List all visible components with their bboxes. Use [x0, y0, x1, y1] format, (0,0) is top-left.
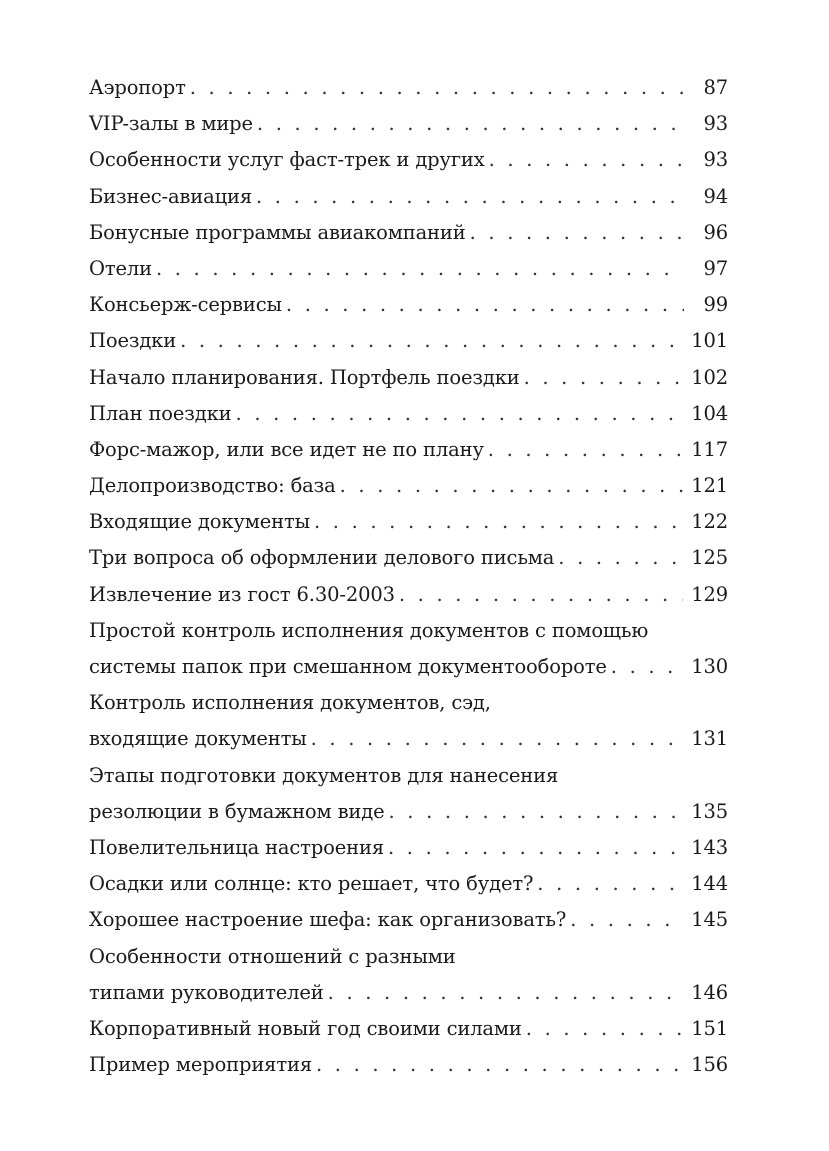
toc-entry-page-number: 101 — [691, 329, 728, 353]
toc-entry-page-number: 125 — [691, 546, 728, 570]
toc-entry-final-line — [89, 323, 728, 359]
toc-entry[interactable] — [89, 830, 728, 866]
toc-entry-page-number: 122 — [691, 510, 728, 534]
toc-entry[interactable] — [89, 251, 728, 287]
toc-entry-final-line — [89, 504, 728, 540]
toc-entry-title: Консьерж-сервисы — [89, 293, 282, 317]
dot-leader — [236, 396, 684, 432]
toc-entry-page-number: 93 — [703, 148, 728, 172]
toc-entry[interactable] — [89, 504, 728, 540]
toc-entry-page-number: 130 — [691, 655, 728, 678]
toc-entry-page-number: 145 — [691, 908, 728, 932]
toc-entry[interactable] — [89, 1011, 728, 1047]
toc-entry[interactable] — [89, 577, 728, 613]
dot-leader — [570, 902, 683, 938]
toc-entry[interactable] — [89, 142, 728, 178]
toc-entry-final-line — [89, 142, 728, 178]
toc-entry-title-line: Простой контроль исполнения документов с помощью — [89, 618, 649, 642]
dot-leader — [328, 975, 684, 1011]
table-of-contents — [89, 70, 728, 1083]
toc-entry-title: Начало планирования. Портфель поездки — [89, 365, 520, 389]
toc-entry-title: Три вопроса об оформлении делового письма — [89, 546, 555, 570]
toc-entry-final-line — [89, 794, 728, 830]
toc-entry-title: Хорошее настроение шефа: как организовать? — [89, 908, 567, 932]
toc-entry[interactable] — [89, 468, 728, 504]
dot-leader — [489, 142, 684, 178]
toc-entry-page-number: 104 — [691, 401, 728, 425]
toc-entry-title: Повелительница настроения — [89, 835, 384, 859]
toc-entry-final-line — [89, 432, 728, 468]
toc-entry-page-number: 131 — [691, 727, 728, 751]
toc-entry[interactable] — [89, 866, 728, 902]
dot-leader — [190, 70, 684, 106]
toc-entry-title: VIP-залы в мире — [89, 112, 253, 136]
dot-leader — [340, 468, 684, 504]
toc-entry-page-number: 87 — [703, 76, 728, 99]
toc-entry-title: типами руководителей — [89, 980, 324, 1004]
toc-entry[interactable] — [89, 613, 728, 685]
toc-entry-final-line — [89, 975, 728, 1011]
toc-entry-final-line — [89, 215, 728, 251]
toc-entry-title: Бонусные программы авиакомпаний — [89, 220, 466, 244]
dot-leader — [537, 866, 683, 902]
toc-entry-page-number: 151 — [691, 1016, 728, 1040]
toc-entry-title: Отели — [89, 256, 152, 280]
toc-entry-title: входящие документы — [89, 727, 307, 751]
toc-entry-final-line — [89, 649, 728, 685]
toc-entry-page-number: 99 — [703, 293, 728, 317]
toc-entry-page-number: 121 — [691, 474, 728, 498]
toc-entry[interactable] — [89, 179, 728, 215]
toc-entry-title: Поездки — [89, 329, 177, 353]
toc-entry[interactable] — [89, 902, 728, 938]
toc-entry-final-line — [89, 179, 728, 215]
toc-entry-page-number: 135 — [691, 799, 728, 823]
dot-leader — [399, 577, 683, 613]
toc-entry-final-line — [89, 287, 728, 323]
toc-entry-title: Делопроизводство: база — [89, 474, 336, 498]
toc-entry-title: Аэропорт — [89, 76, 186, 99]
toc-entry-title: Осадки или солнце: кто решает, что будет? — [89, 872, 534, 896]
toc-entry-final-line — [89, 106, 728, 142]
toc-entry[interactable] — [89, 106, 728, 142]
dot-leader — [286, 287, 684, 323]
toc-entry-title-line: Этапы подготовки документов для нанесения — [89, 763, 559, 787]
dot-leader — [256, 179, 684, 215]
toc-entry-title: План поездки — [89, 401, 232, 425]
toc-entry[interactable] — [89, 360, 728, 396]
dot-leader — [314, 504, 683, 540]
dot-leader — [558, 540, 683, 576]
toc-entry[interactable] — [89, 758, 728, 830]
toc-entry-page-number: 144 — [691, 872, 728, 896]
toc-entry-final-line — [89, 1047, 728, 1083]
dot-leader — [257, 106, 684, 142]
toc-entry-page-number: 96 — [703, 220, 728, 244]
toc-entry-title-line: Контроль исполнения документов, сэд, — [89, 691, 491, 715]
toc-entry[interactable] — [89, 215, 728, 251]
dot-leader — [470, 215, 684, 251]
dot-leader — [526, 1011, 683, 1047]
toc-entry-page-number: 129 — [691, 582, 728, 606]
toc-entry-title: Бизнес-авиация — [89, 184, 252, 208]
toc-entry-title: Форс-мажор, или все идет не по плану — [89, 437, 484, 461]
toc-entry-title-line: Особенности отношений с разными — [89, 944, 456, 968]
toc-entry[interactable] — [89, 685, 728, 757]
toc-entry-title: Особенности услуг фаст-трек и других — [89, 148, 485, 172]
toc-entry-title: Извлечение из гост 6.30-2003 — [89, 582, 395, 606]
toc-entry-final-line — [89, 1011, 728, 1047]
toc-entry[interactable] — [89, 939, 728, 1011]
toc-entry-final-line — [89, 540, 728, 576]
dot-leader — [156, 251, 684, 287]
toc-entry-page-number: 102 — [691, 365, 728, 389]
toc-entry-title: резолюции в бумажном виде — [89, 799, 385, 823]
dot-leader — [524, 360, 684, 396]
toc-entry-title: Входящие документы — [89, 510, 310, 534]
toc-entry[interactable] — [89, 323, 728, 359]
toc-entry-title: системы папок при смешанном документообороте — [89, 655, 607, 678]
toc-entry-page-number: 156 — [691, 1053, 728, 1077]
dot-leader — [180, 323, 683, 359]
dot-leader — [389, 794, 684, 830]
toc-entry-final-line — [89, 70, 728, 106]
toc-entry[interactable] — [89, 396, 728, 432]
toc-entry[interactable] — [89, 70, 728, 106]
toc-entry-page-number: 146 — [691, 980, 728, 1004]
toc-entry[interactable] — [89, 1047, 728, 1083]
toc-entry-title: Корпоративный новый год своими силами — [89, 1016, 522, 1040]
toc-entry-page-number: 93 — [703, 112, 728, 136]
toc-entry-page-number: 143 — [691, 835, 728, 859]
toc-entry-final-line — [89, 251, 728, 287]
toc-entry-page-number: 97 — [703, 256, 728, 280]
toc-entry[interactable] — [89, 287, 728, 323]
dot-leader — [488, 432, 683, 468]
toc-entry-page-number: 94 — [703, 184, 728, 208]
toc-entry-final-line — [89, 721, 728, 757]
dot-leader — [611, 649, 683, 685]
toc-entry[interactable] — [89, 432, 728, 468]
toc-entry-final-line — [89, 577, 728, 613]
toc-entry-final-line — [89, 396, 728, 432]
dot-leader — [316, 1047, 683, 1083]
dot-leader — [388, 830, 683, 866]
toc-entry-final-line — [89, 830, 728, 866]
dot-leader — [311, 721, 684, 757]
toc-entry-final-line — [89, 468, 728, 504]
toc-entry-title: Пример мероприятия — [89, 1053, 312, 1077]
toc-entry[interactable] — [89, 540, 728, 576]
toc-entry-final-line — [89, 902, 728, 938]
toc-entry-page-number: 117 — [691, 437, 728, 461]
toc-entry-final-line — [89, 866, 728, 902]
toc-entry-final-line — [89, 360, 728, 396]
